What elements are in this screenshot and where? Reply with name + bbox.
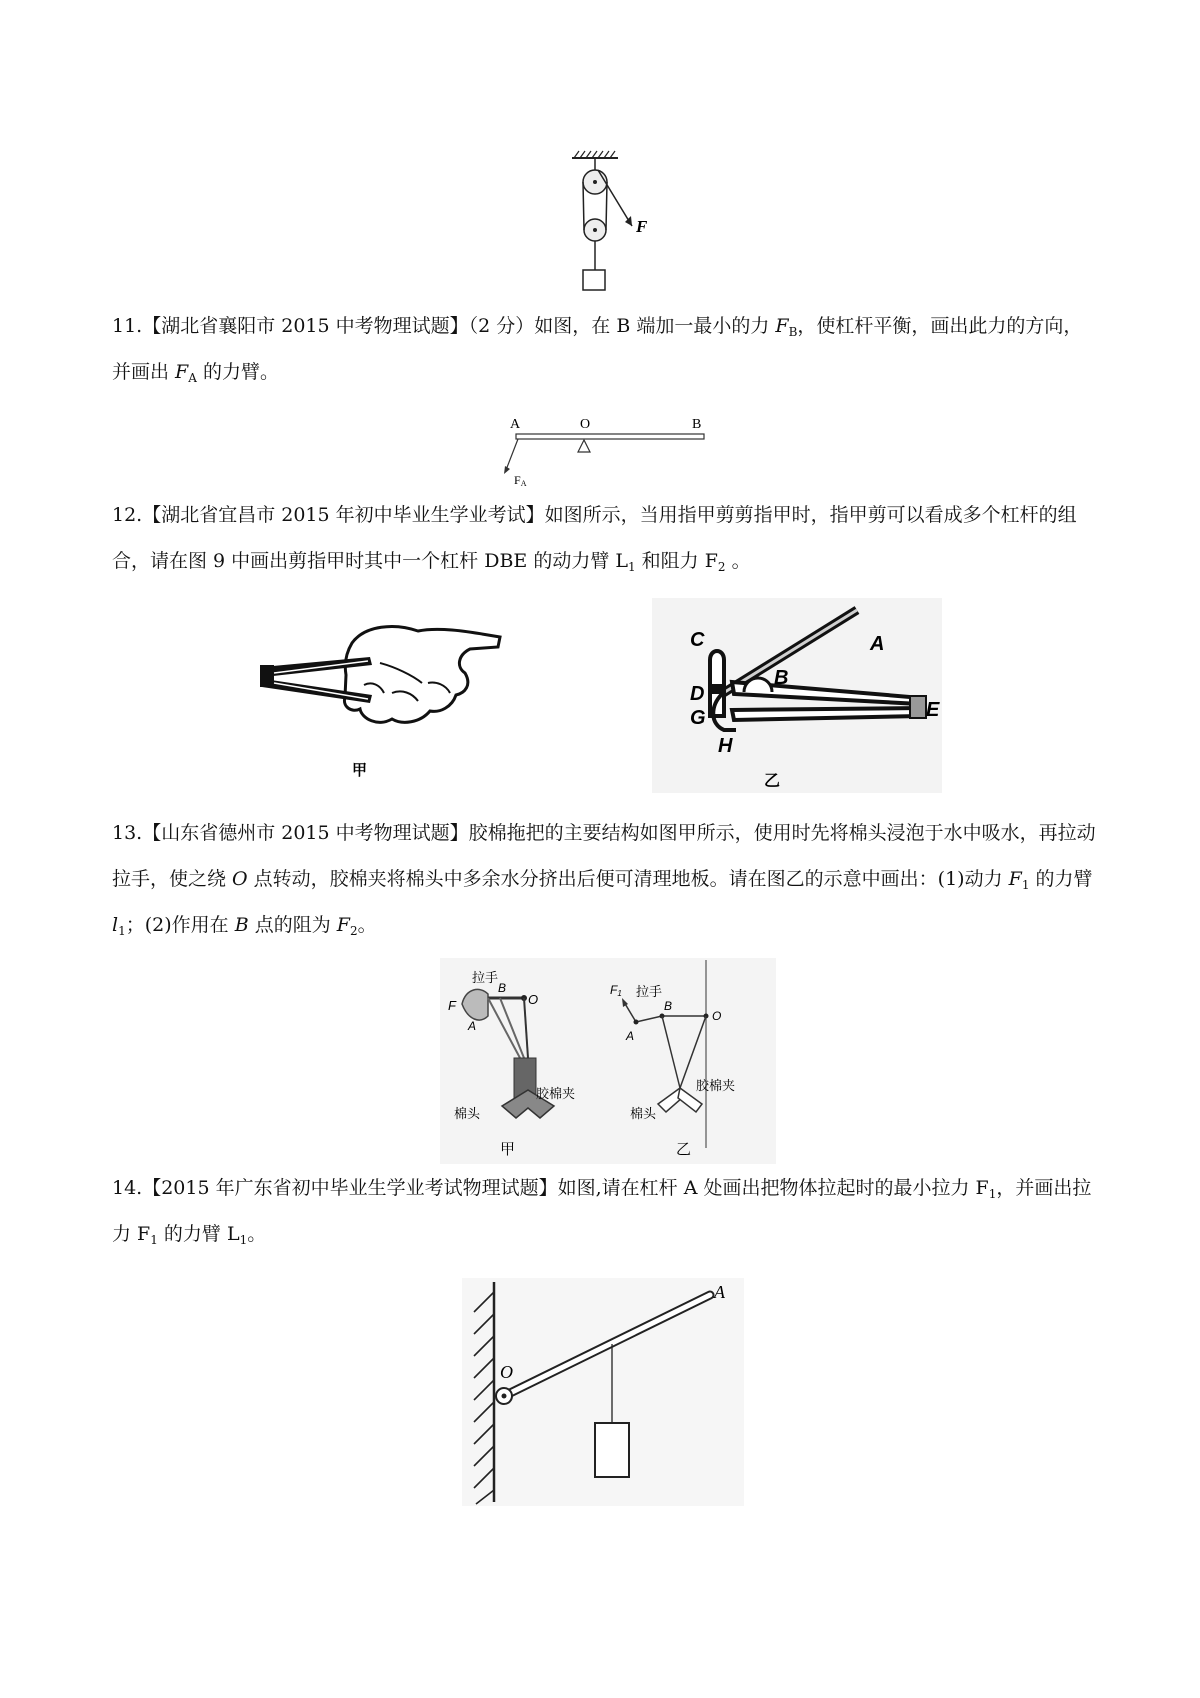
question-14 (112, 1165, 1097, 1257)
q14-text-1: 如图,请在杠杆 A 处画出把物体拉起时的最小拉力 F (557, 1177, 989, 1199)
mop-label-clip-yi: 胶棉夹 (696, 1078, 736, 1093)
q12-text-3: 。 (725, 550, 751, 572)
clipper-label-g: G (690, 707, 706, 729)
q13-source: 【山东省德州市 2015 中考物理试题】 (142, 822, 469, 844)
q13-l1-symbol: l (112, 914, 119, 936)
lever-point-a: A (510, 417, 521, 432)
q11-source: 【湖北省襄阳市 2015 中考物理试题】 (142, 315, 469, 337)
q13-f2-subscript: 2 (349, 924, 358, 938)
mop-label-a-yi: A (626, 1029, 635, 1043)
q14-f1b-subscript: 1 (150, 1233, 158, 1247)
q14-text-3: 的力臂 L (157, 1223, 240, 1245)
q13-text-3: 的力臂 (1029, 868, 1093, 890)
q11-text-3: 的力臂。 (196, 361, 279, 383)
caption-jia-q13: 甲 (500, 1141, 516, 1158)
mop-label-f-jia: F (448, 998, 456, 1013)
q14-text-2: ，并画出拉力 F (112, 1177, 1092, 1245)
q13-number: 13. (112, 822, 143, 844)
q13-text-6: 。 (357, 914, 377, 936)
caption-jia-q12: 甲 (352, 762, 368, 779)
caption-yi-q12: 乙 (764, 773, 781, 790)
q12-f-subscript: 2 (717, 560, 726, 574)
clipper-label-e: E (926, 699, 940, 721)
q12-l-subscript: 1 (627, 560, 636, 574)
q14-f1-subscript: 1 (988, 1187, 997, 1201)
q14-number: 14. (112, 1177, 143, 1199)
question-13 (112, 810, 1097, 948)
mop-label-b-yi: B (664, 999, 673, 1013)
q14-text-4: 。 (247, 1223, 267, 1245)
q13-text-2: 点转动，胶棉夹将棉头中多余水分挤出后便可清理地板。请在图乙的示意中画出：(1)动力 (247, 868, 1009, 890)
caption-yi-q13: 乙 (676, 1141, 692, 1158)
clipper-label-d: D (690, 683, 705, 705)
q14-l1-subscript: 1 (239, 1233, 248, 1247)
q13-text-1: 胶棉拖把的主要结构如图甲所示，使用时先将棉头浸泡于水中吸水，再拉动拉手，使之绕 (112, 822, 1096, 890)
wall-lever-figure (462, 1278, 744, 1506)
mop-label-head-yi: 棉头 (630, 1106, 657, 1121)
q11-fa-subscript: A (188, 371, 197, 385)
q11-fb-subscript: B (788, 325, 798, 339)
clipper-label-h: H (718, 735, 733, 757)
q12-text-1: 如图所示，当用指甲剪剪指甲时，指甲剪可以看成多个杠杆的组合，请在图 9 中画出剪指甲时其中一个杠杆 DBE 的动力臂 L (112, 504, 1077, 572)
q13-l1-subscript: 1 (118, 924, 126, 938)
mop-label-f1-yi: F1 (610, 983, 622, 998)
mop-label-o-jia: O (528, 992, 539, 1007)
nail-clipper-hand-figure (260, 615, 520, 790)
mop-label-head-jia: 棉头 (454, 1106, 481, 1121)
question-11 (112, 303, 1097, 395)
q13-o-symbol: O (232, 868, 248, 890)
q11-fb-symbol: F (775, 315, 789, 337)
q14-source: 【2015 年广东省初中毕业生学业考试物理试题】 (142, 1177, 558, 1199)
mop-label-a-jia: A (468, 1019, 477, 1033)
mop-label-handle-jia: 拉手 (472, 970, 499, 985)
q13-text-5: 点的阻为 (248, 914, 337, 936)
q11-text-1: （2 分）如图，在 B 端加一最小的力 (468, 315, 776, 337)
q12-text-2: 和阻力 F (635, 550, 718, 572)
mop-label-handle-yi: 拉手 (636, 984, 663, 999)
clipper-label-c: C (690, 629, 705, 651)
q12-number: 12. (112, 504, 143, 526)
q13-f1-symbol: F (1008, 868, 1022, 890)
q13-b-symbol: B (234, 914, 249, 936)
q11-number: 11. (112, 315, 143, 337)
mop-label-b-jia: B (498, 981, 507, 995)
lever-point-b: B (692, 417, 702, 432)
q12-source: 【湖北省宜昌市 2015 年初中毕业生学业考试】 (142, 504, 545, 526)
q11-fa-symbol: F (175, 361, 189, 383)
pulley-force-label: F (636, 217, 648, 236)
q13-text-4: ；(2)作用在 (125, 914, 235, 936)
nail-clipper-schematic (652, 598, 942, 793)
q13-f1-subscript: 1 (1021, 878, 1030, 892)
lever-pivot-o: O (500, 1362, 513, 1382)
lever-force-fa: FA (514, 473, 527, 488)
pulley-figure (570, 150, 690, 300)
lever-figure-q11 (500, 398, 720, 488)
q13-f2-symbol: F (336, 914, 350, 936)
mop-figure (440, 958, 776, 1164)
clipper-label-b: B (774, 667, 789, 689)
question-12 (112, 492, 1097, 584)
mop-label-clip-jia: 胶棉夹 (536, 1086, 576, 1101)
clipper-label-a: A (870, 633, 885, 655)
lever-fulcrum-o: O (580, 417, 591, 432)
lever-end-a: A (714, 1282, 725, 1302)
q11-text-2: ，使杠杆平衡，画出此力的方向，并画出 (112, 315, 1083, 383)
mop-label-o-yi: O (712, 1009, 722, 1023)
